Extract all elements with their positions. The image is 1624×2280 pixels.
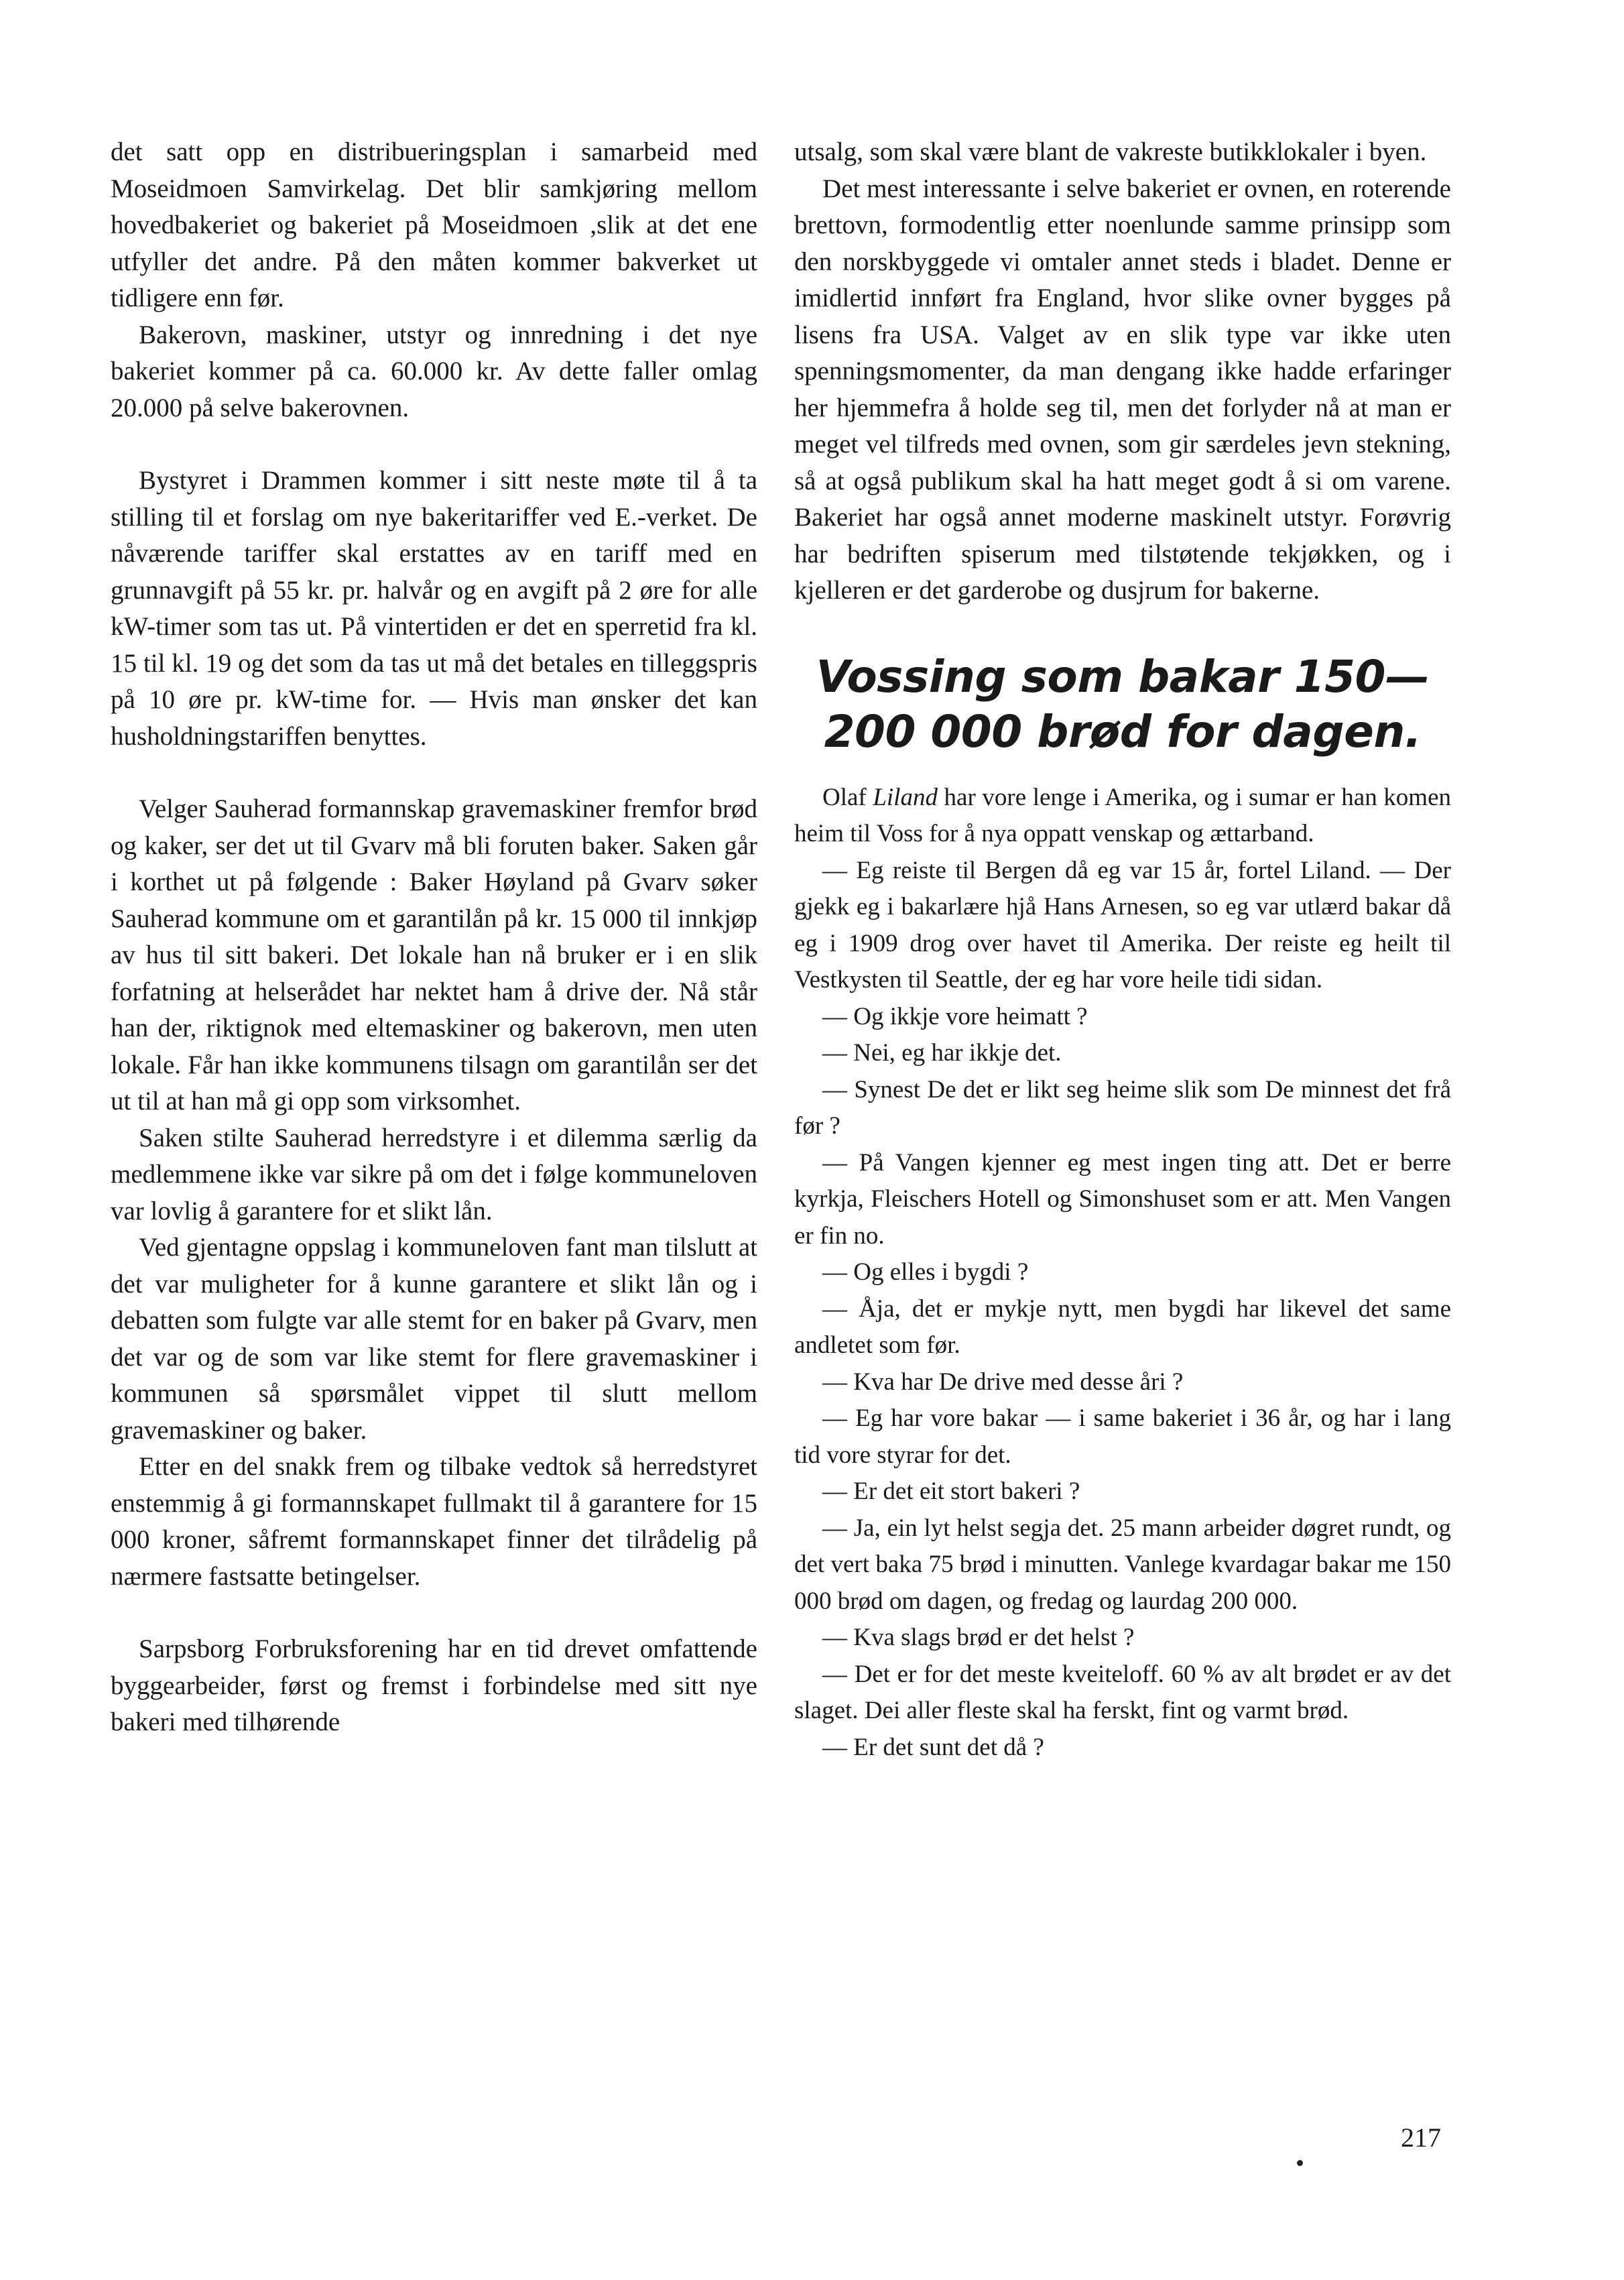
paragraph: det satt opp en distribueringsplan i samarbeid med Moseidmoen Samvirkelag. Det blir samkjøring mellom hovedbakeriet og bakeriet på Moseidmoen ,slik at det ene utfyller det andre. På den måten kommer bakverket ut tidligere enn før. (111, 137, 757, 312)
paragraph: Bystyret i Drammen kommer i sitt neste møte til å ta stilling til et forslag om nye bakeritariffer ved E.-verket. De nåværende tariffer skal erstattes av en tariff med en grunnavgift på 55 kr. pr. halvår og en avgift på 2 øre for alle kW-timer som tas ut. På vintertiden er det en sperretid fra kl. 15 til kl. 19 og det som da tas ut må det betales en tilleggspris på 10 øre pr. kW-time for. — Hvis man ønsker det kan husholdningstariffen benyttes. (111, 466, 757, 751)
paragraph: Velger Sauherad formannskap gravemaskiner fremfor brød og kaker, ser det ut til Gvarv må bli foruten baker. Saken går i korthet ut på følgende : Baker Høyland på Gvarv søker Sauherad kommune om et garantilån på kr. 15 000 til innkjøp av hus til sitt bakeri. Det lokale han nå bruker er i en slik forfatning at helserådet har nektet ham å drive der. Nå står han der, riktignok med eltemaskiner og bakerovn, men uten lokale. Får han ikke kommunens tilsagn om garantilån ser det ut til at han må gi opp som virksomhet. (111, 794, 757, 1116)
dialogue-line: — Eg har vore bakar — i same bakeriet i 36 år, og har i lang tid vore styrar for det. (794, 1404, 1451, 1469)
dialogue-line: — Kva slags brød er det helst ? (822, 1624, 1135, 1651)
dialogue-line: — Synest De det er likt seg heime slik som De minnest det frå før ? (794, 1075, 1451, 1140)
right-column (794, 134, 1451, 1766)
page-number: 217 (1401, 2122, 1441, 2153)
dialogue-line: — Åja, det er mykje nytt, men bygdi har likevel det same andletet som før. (794, 1295, 1451, 1359)
dialogue-line: — Er det sunt det då ? (822, 1733, 1044, 1761)
paragraph: Saken stilte Sauherad herredstyre i et dilemma særlig da medlemmene ikke var sikre på om det i følge kommuneloven var lovlig å garantere for et slikt lån. (111, 1123, 757, 1225)
paragraph: utsalg, som skal være blant de vakreste butikklokaler i byen. (794, 137, 1427, 166)
paragraph: Det mest interessante i selve bakeriet er ovnen, en roterende brettovn, formodentlig etter noenlunde samme prinsipp som den norskbyggede vi omtaler annet steds i bladet. Denne er imidlertid innført fra England, hvor slike ovner bygges på lisens fra USA. Valget av en slik type var ikke uten spenningsmomenter, da man dengang ikke hadde erfaringer her hjemmefra å holde seg til, men det forlyder nå at man er meget vel tilfreds med ovnen, som gir særdeles jevn stekning, så at også publikum skal ha hatt meget godt å si om varene. Bakeriet har også annet moderne maskinelt utstyr. Forøvrig har bedriften spiserum med tilstøtende tekjøkken, og i kjelleren er det garderobe og dusjrum for bakerne. (794, 174, 1451, 605)
dialogue-line: — På Vangen kjenner eg mest ingen ting att. Det er berre kyrkja, Fleischers Hotell og Simonshuset som er att. Men Vangen er fin no. (794, 1148, 1451, 1250)
paragraph: Etter en del snakk frem og tilbake vedtok så herredstyret enstemmig å gi formannskapet fullmakt til å garantere for 15 000 kroner, såfremt formannskapet finner det tilrådelig på nærmere fastsatte betingelser. (111, 1452, 757, 1591)
print-dot (1297, 2160, 1303, 2166)
article-title: Vossing som bakar 150—200 000 brød for dagen. (816, 650, 1430, 758)
person-name: Liland (873, 783, 938, 811)
dialogue-line: — Kva har De drive med desse åri ? (822, 1368, 1184, 1396)
dialogue-line: — Og ikkje vore heimatt ? (822, 1002, 1088, 1030)
left-column (111, 134, 757, 1741)
dialogue-line: — Og elles i bygdi ? (822, 1258, 1029, 1286)
dialogue-line: — Eg reiste til Bergen då eg var 15 år, fortel Liland. — Der gjekk eg i bakarlære hjå Hans Arnesen, so eg var utlærd bakar då eg i 1909 drog over havet til Amerika. Der reiste eg heilt til Vestkysten til Seattle, der eg har vore heile tidi sidan. (794, 856, 1451, 994)
paragraph: Sarpsborg Forbruksforening har en tid drevet omfattende byggearbeider, først og fremst i forbindelse med sitt nye bakeri med tilhørende (111, 1634, 757, 1736)
dialogue-line: — Nei, eg har ikkje det. (822, 1039, 1062, 1067)
paragraph: Bakerovn, maskiner, utstyr og innredning i det nye bakeriet kommer på ca. 60.000 kr. Av dette faller omlag 20.000 på selve bakerovnen. (111, 320, 757, 422)
dialogue-line: — Det er for det meste kveiteloff. 60 % av alt brødet er av det slaget. Dei aller fleste skal ha ferskt, fint og varmt brød. (794, 1660, 1451, 1724)
dialogue-line: — Er det eit stort bakeri ? (822, 1478, 1080, 1505)
article-intro: Olaf Liland har vore lenge i Amerika, og i sumar er han komen heim til Voss for å nya oppatt venskap og ættarband. (794, 783, 1451, 847)
dialogue-line: — Ja, ein lyt helst segja det. 25 mann arbeider døgret rundt, og det vert baka 75 brød i minutten. Vanlege kvardagar bakar me 150 000 brød om dagen, og fredag og laurdag 200 000. (794, 1514, 1451, 1615)
paragraph: Ved gjentagne oppslag i kommuneloven fant man tilslutt at det var muligheter for å kunne garantere et slikt lån og i debatten som fulgte var alle stemt for en baker på Gvarv, men det var og de som var like stemt for flere gravemaskiner i kommunen så spørsmålet vippet til slutt mellom gravemaskiner og baker. (111, 1233, 757, 1445)
